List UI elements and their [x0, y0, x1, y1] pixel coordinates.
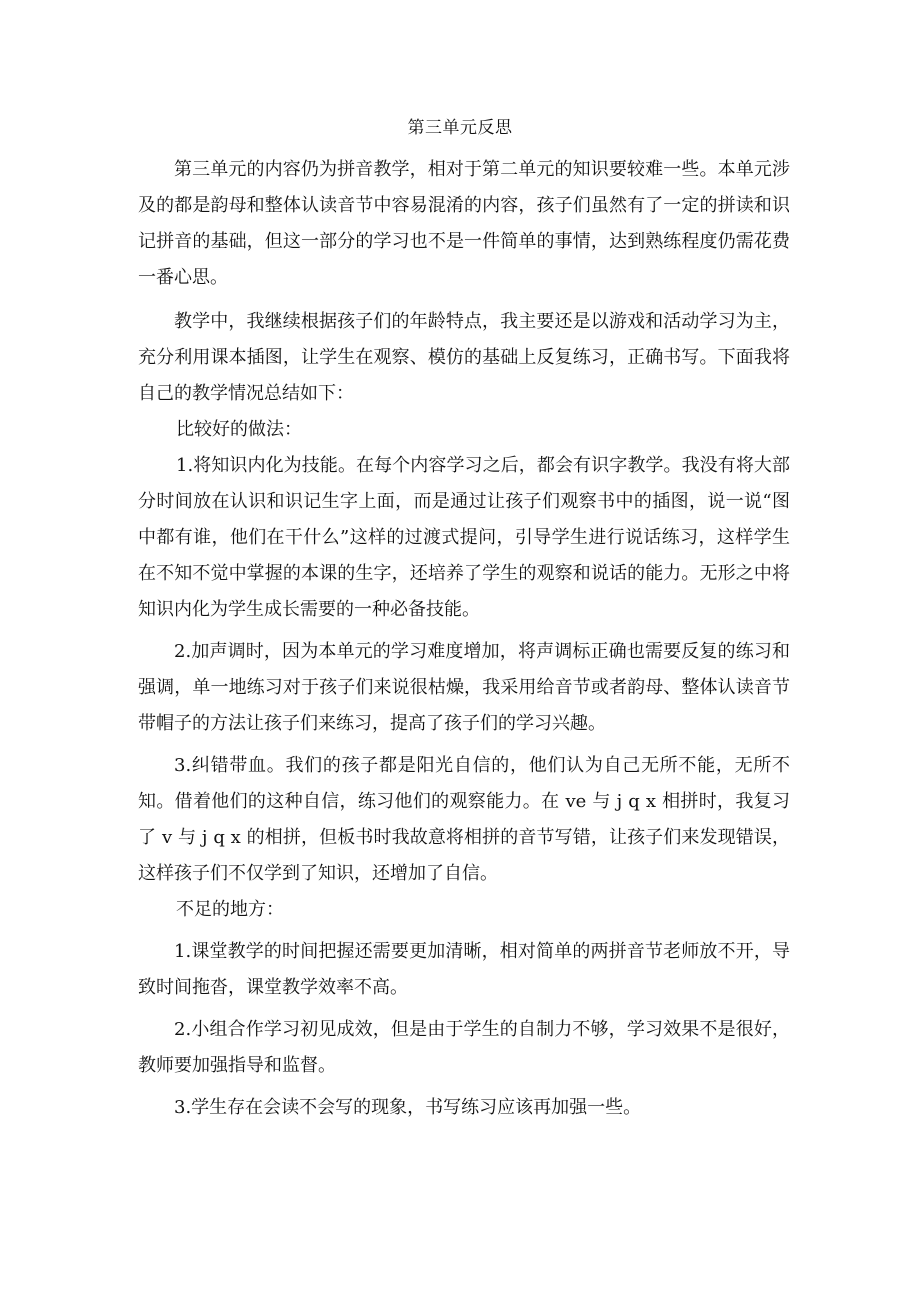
- good-practice-item: 2.加声调时，因为本单元的学习难度增加，将声调标正确也需要反复的练习和强调，单一地练习对于孩子们来说很枯燥，我采用给音节或者韵母、整体认读音节带帽子的方法让孩子们来练习，提高了孩子们的学习兴趣。: [138, 641, 790, 734]
- shortcoming-item: 2.小组合作学习初见成效，但是由于学生的自制力不够，学习效果不是很好，教师要加强指导和监督。: [138, 1019, 790, 1076]
- paragraph-teaching: 教学中，我继续根据孩子们的年龄特点，我主要还是以游戏和活动学习为主，充分利用课本插图，让学生在观察、模仿的基础上反复练习，正确书写。下面我将自己的教学情况总结如下：: [138, 311, 790, 404]
- good-practice-item: 3.纠错带血。我们的孩子都是阳光自信的，他们认为自己无所不能，无所不知。借着他们的这种自信，练习他们的观察能力。在 ve 与 j q x 相拼时，我复习了 v 与 j q x 的相拼，但板书时我故意将相拼的音节写错，让孩子们来发现错误，这样孩子们不仅学到了知识，还增加了自信。: [138, 755, 790, 884]
- shortcoming-item: 1.课堂教学的时间把握还需要更加清晰，相对简单的两拼音节老师放不开，导致时间拖沓，课堂教学效率不高。: [138, 941, 790, 998]
- shortcoming-item: 3.学生存在会读不会写的现象，书写练习应该再加强一些。: [174, 1097, 642, 1118]
- shortcomings-heading: 不足的地方：: [176, 899, 284, 920]
- good-practices-heading: 比较好的做法：: [176, 419, 302, 440]
- document-body: [138, 152, 790, 1126]
- paragraph-intro: 第三单元的内容仍为拼音教学，相对于第二单元的知识要较难一些。本单元涉及的都是韵母和整体认读音节中容易混淆的内容，孩子们虽然有了一定的拼读和识记拼音的基础，但这一部分的学习也不是一件简单的事情，达到熟练程度仍需花费一番心思。: [138, 159, 790, 288]
- good-practice-item: 1.将知识内化为技能。在每个内容学习之后，都会有识字教学。我没有将大部分时间放在认识和识记生字上面，而是通过让孩子们观察书中的插图，说一说“图中都有谁，他们在干什么”这样的过渡式提问，引导学生进行说话练习，这样学生在不知不觉中掌握的本课的生字，还培养了学生的观察和说话的能力。无形之中将知识内化为学生成长需要的一种必备技能。: [138, 455, 790, 620]
- document-title: 第三单元反思: [407, 118, 513, 138]
